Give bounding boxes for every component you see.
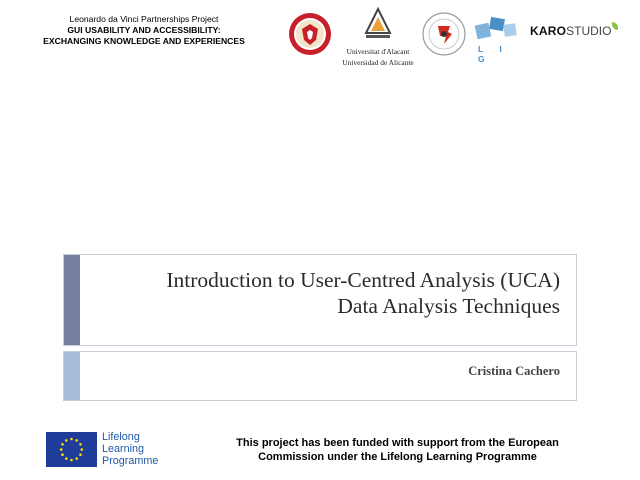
slide-title: [166, 267, 560, 319]
ua-name-line1: Universitat d'Alacant: [346, 47, 410, 56]
title-block: [63, 254, 577, 346]
slide-title-line1: Introduction to User-Centred Analysis (UCA): [166, 268, 560, 292]
author-block: [63, 351, 577, 401]
funding-line2: Commission under the Lifelong Learning Programme: [258, 451, 537, 463]
project-header-line1: Leonardo da Vinci Partnerships Project: [69, 14, 219, 24]
llp-line1: Lifelong: [102, 431, 140, 443]
university-seal-logo: [288, 12, 332, 56]
studio-label: STUDIO: [566, 24, 612, 38]
funding-statement: [200, 436, 595, 464]
eu-flag-icon: [46, 432, 97, 467]
lig-logo: [474, 16, 520, 64]
karo-studio-logo: [530, 22, 626, 42]
llp-line2: Learning: [102, 443, 145, 455]
funding-line1: This project has been funded with support from the European: [236, 437, 559, 449]
slide-title-line2: Data Analysis Techniques: [337, 294, 560, 318]
author-accent-bar: [64, 352, 80, 400]
project-header-line2: GUI USABILITY AND ACCESSIBILITY:: [67, 25, 221, 35]
author-name: Cristina Cachero: [468, 364, 560, 378]
lifelong-learning-label: [102, 431, 158, 467]
project-header-line3: EXCHANGING KNOWLEDGE AND EXPERIENCES: [43, 36, 245, 46]
title-accent-bar: [64, 255, 80, 345]
project-header: [38, 14, 250, 47]
university-alicante-logo: [342, 6, 414, 67]
karo-label: KARO: [530, 24, 567, 38]
lig-label: L I G: [478, 44, 509, 64]
ua-name-line2: Universidad de Alicante: [342, 58, 414, 67]
leaf-icon: [612, 22, 618, 30]
llp-line3: Programme: [102, 455, 159, 467]
university-joseph-fourier-logo: [422, 12, 466, 56]
